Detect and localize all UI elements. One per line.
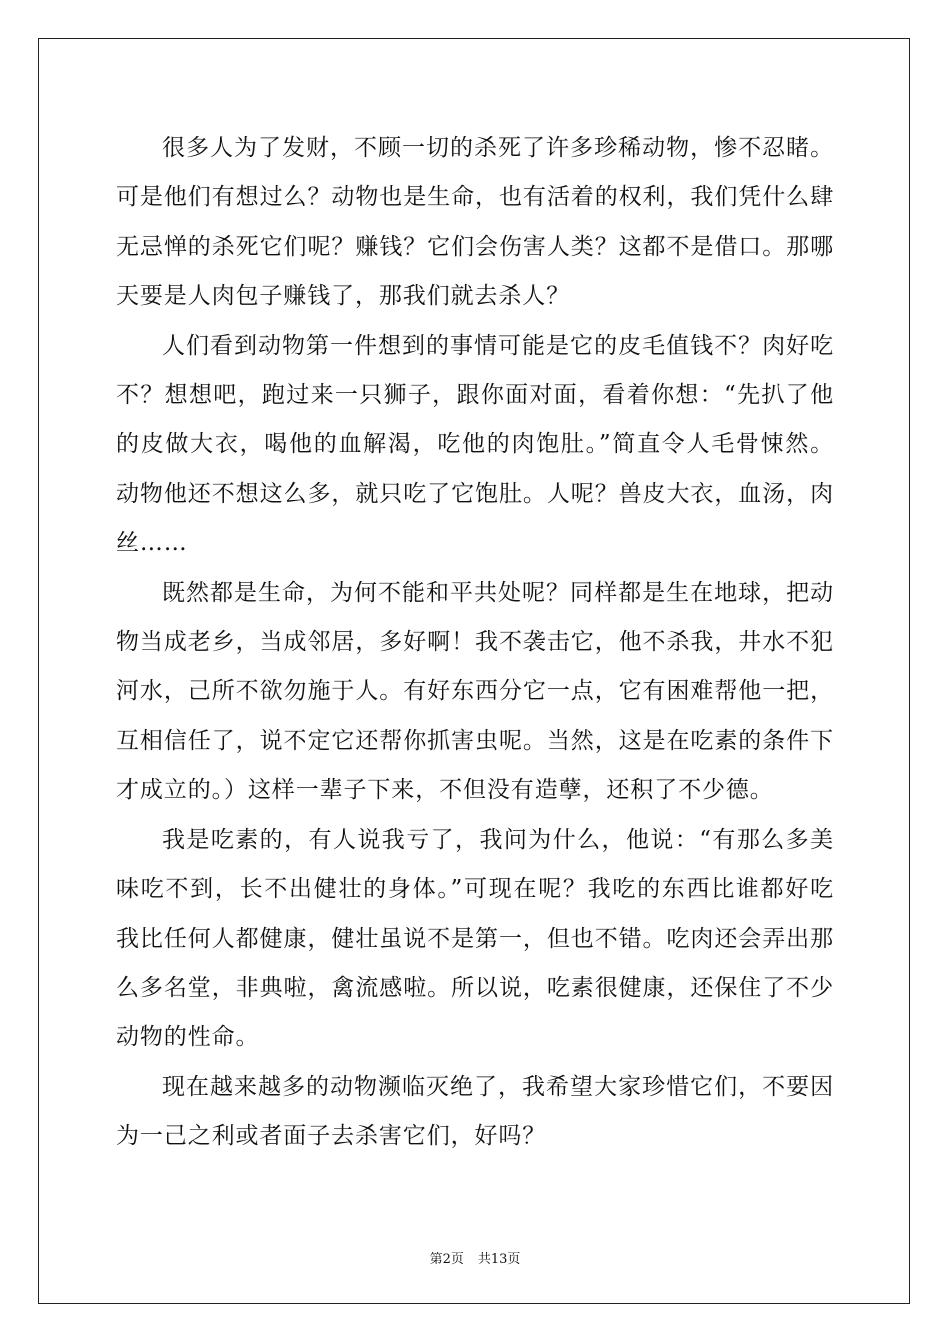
page-footer bbox=[0, 1248, 950, 1267]
paragraph-1: 很多人为了发财，不顾一切的杀死了许多珍稀动物，惨不忍睹。可是他们有想过么？动物也是生命，也有活着的权利，我们凭什么肆无忌惮的杀死它们呢？赚钱？它们会伤害人类？这都不是借口。那哪天要是人肉包子赚钱了，那我们就去杀人？ bbox=[116, 135, 834, 310]
document-body bbox=[116, 124, 834, 1162]
paragraph-3: 既然都是生命，为何不能和平共处呢？同样都是生在地球，把动物当成老乡，当成邻居，多好啊！我不袭击它，他不杀我，井水不犯河水，己所不欲勿施于人。有好东西分它一点，它有困难帮他一把，互相信任了，说不定它还帮你抓害虫呢。当然，这是在吃素的条件下才成立的。）这样一辈子下来，不但没有造孽，还积了不少德。 bbox=[116, 579, 834, 804]
paragraph-4: 我是吃素的，有人说我亏了，我问为什么，他说：“有那么多美味吃不到，长不出健壮的身体。”可现在呢？我吃的东西比谁都好吃我比任何人都健康，健壮虽说不是第一，但也不错。吃肉还会弄出那么多名堂，非典啦，禽流感啦。所以说，吃素很健康，还保住了不少动物的性命。 bbox=[116, 826, 834, 1051]
page-total: 共13页 bbox=[477, 1252, 521, 1267]
paragraph-2: 人们看到动物第一件想到的事情可能是它的皮毛值钱不？肉好吃不？想想吧，跑过来一只狮子，跟你面对面，看着你想：“先扒了他的皮做大衣，喝他的血解渴，吃他的肉饱肚。”简直令人毛骨悚然。动物他还不想这么多，就只吃了它饱肚。人呢？兽皮大衣，血汤，肉丝…… bbox=[116, 332, 834, 557]
page-number: 第2页 bbox=[429, 1252, 464, 1267]
paragraph-5: 现在越来越多的动物濒临灭绝了，我希望大家珍惜它们，不要因为一己之利或者面子去杀害它们，好吗？ bbox=[116, 1073, 834, 1150]
